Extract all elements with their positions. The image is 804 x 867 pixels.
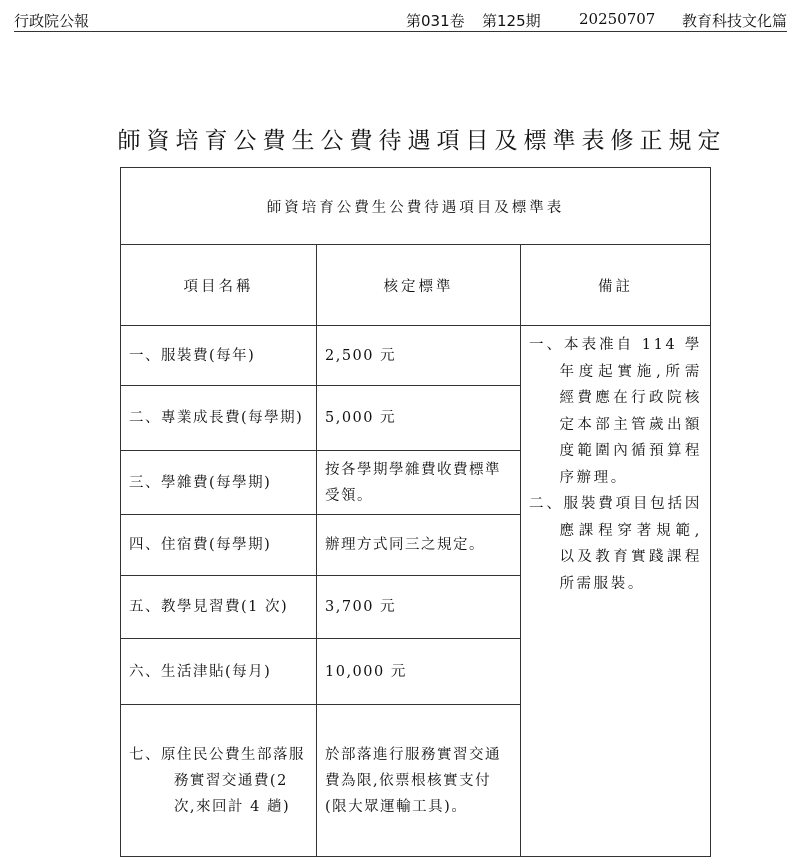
standard-value: 辦理方式同三之規定。	[317, 515, 521, 576]
header-row	[121, 245, 711, 326]
item-name: 四、住宿費(每學期)	[121, 515, 317, 576]
standard-value: 按各學期學雜費收費標準受領。	[317, 451, 521, 515]
header-standard: 核定標準	[317, 245, 521, 326]
item-name: 二、專業成長費(每學期)	[121, 386, 317, 451]
section-name: 教育科技文化篇	[681, 12, 787, 30]
item-name: 五、教學見習費(1 次)	[121, 576, 317, 639]
remarks-cell	[521, 326, 711, 857]
remark-item: 二、服裝費項目包括因應課程穿著規範,以及教育實踐課程所需服裝。	[529, 496, 702, 592]
standards-table	[120, 167, 711, 857]
remark-item: 一、本表准自 114 學年度起實施,所需經費應在行政院核定本部主管歲出額度範圍內循預算程序辦理。	[529, 337, 702, 486]
standard-value: 10,000 元	[317, 639, 521, 705]
gazette-header	[14, 9, 787, 32]
header-item: 項目名稱	[121, 245, 317, 326]
standard-value: 5,000 元	[317, 386, 521, 451]
item-name: 三、學雜費(每學期)	[121, 451, 317, 515]
publication-name: 行政院公報	[14, 12, 90, 30]
standard-value: 2,500 元	[317, 326, 521, 386]
publication-date: 20250707	[579, 10, 656, 28]
item-name: 七、原住民公費生部落服務實習交通費(2 次,來回計 4 趟)	[121, 705, 317, 857]
header-remarks: 備註	[521, 245, 711, 326]
issue-number: 第125期	[482, 12, 541, 30]
item-name: 一、服裝費(每年)	[121, 326, 317, 386]
caption-row	[121, 168, 711, 245]
volume-number: 第031卷	[406, 12, 465, 30]
standard-value: 於部落進行服務實習交通費為限,依票根核實支付(限大眾運輸工具)。	[317, 705, 521, 857]
table-row	[121, 326, 711, 386]
document-title: 師資培育公費生公費待遇項目及標準表修正規定	[117, 128, 727, 154]
standard-value: 3,700 元	[317, 576, 521, 639]
table-caption: 師資培育公費生公費待遇項目及標準表	[121, 168, 711, 245]
item-name: 六、生活津貼(每月)	[121, 639, 317, 705]
